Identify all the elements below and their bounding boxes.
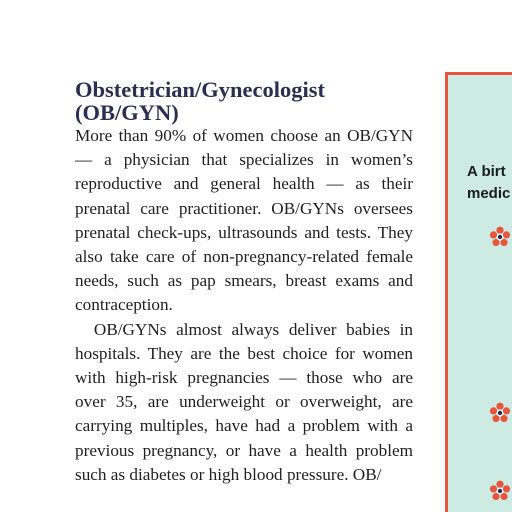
flower-icon (488, 401, 512, 425)
sidebar-title-line-2: medic (467, 185, 511, 202)
sidebar-title-line-1: A birt (467, 163, 506, 180)
article (75, 78, 413, 487)
flower-icon (488, 225, 512, 249)
sidebar-box (445, 72, 512, 512)
article-heading (75, 78, 413, 124)
paragraph-1: More than 90% of women choose an OB/GYN — a physician that specializes in women’s reproductive and general health — as their prenatal care practitioner. OB/GYNs oversees prenatal check-ups, ultrasounds and tests. They also take care of non-pregnancy-related female needs, such as pap smears, breast exams and contraception. (75, 126, 413, 315)
paragraph-2: OB/GYNs almost always deliver babies in hospitals. They are the best choice for women with high-risk pregnancies — those who are over 35, are underweight or overweight, are carrying multiples, have had a problem with a previous pregnancy, or have a health problem such as diabetes or high blood pressure. OB/ (75, 319, 413, 484)
sidebar-title (467, 161, 510, 205)
heading-line-1: Obstetrician/Gynecologist (75, 77, 325, 102)
flower-icon (488, 479, 512, 503)
heading-line-2: (OB/GYN) (75, 100, 179, 125)
